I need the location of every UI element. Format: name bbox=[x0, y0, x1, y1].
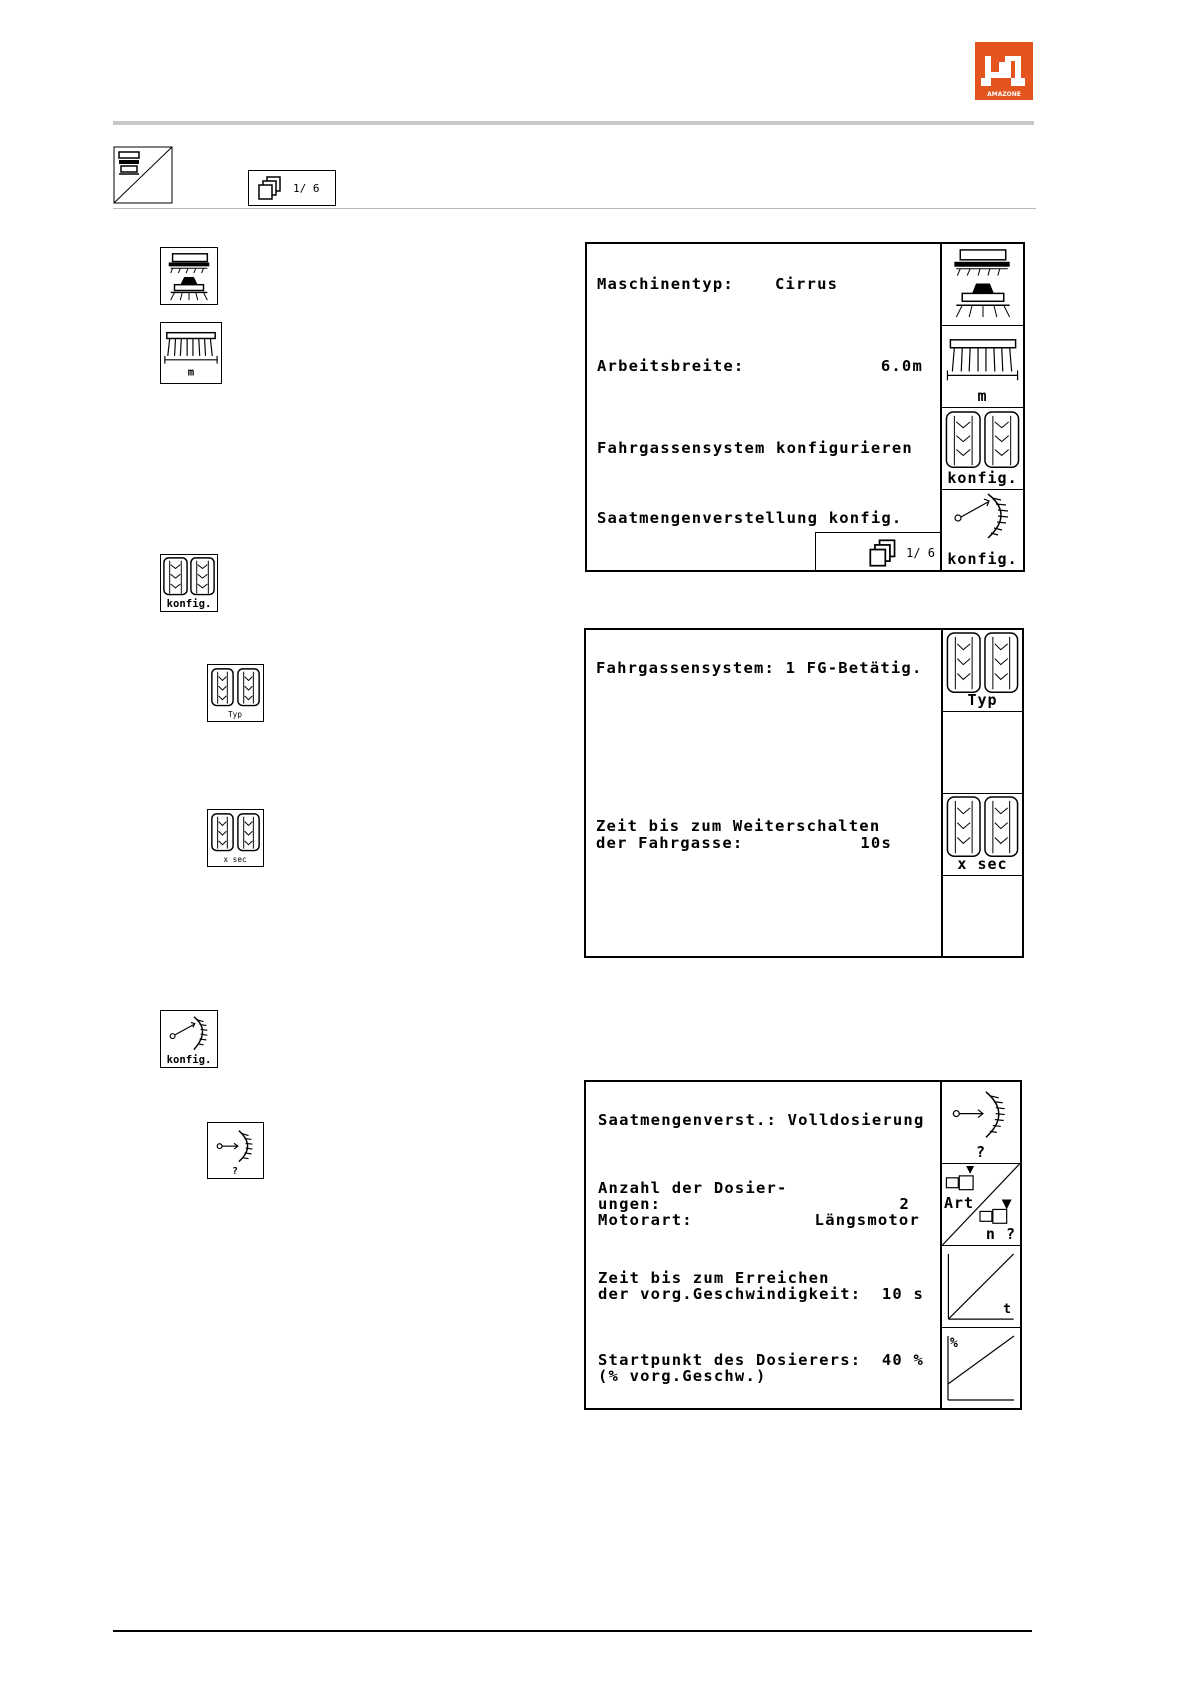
working-width-label: Arbeitsbreite: bbox=[597, 357, 745, 375]
working-width-value: 6.0m bbox=[880, 357, 923, 375]
softkey-working-width[interactable] bbox=[942, 326, 1023, 408]
softkey-question-label: ? bbox=[975, 1143, 987, 1161]
svg-text:?: ? bbox=[232, 1166, 238, 1178]
ramp-time-text: Zeit bis zum Erreichen bbox=[598, 1269, 830, 1287]
working-width-icon bbox=[160, 322, 222, 384]
softkey-tramline-config[interactable] bbox=[942, 408, 1023, 490]
softkey-tramline-label: konfig. bbox=[947, 469, 1018, 487]
softkey-n-label: n ? bbox=[985, 1225, 1016, 1243]
dosing-config-icon bbox=[160, 1010, 218, 1068]
svg-text:konfig.: konfig. bbox=[166, 1053, 212, 1067]
page-indicator-text: 1/ 6 bbox=[293, 181, 320, 195]
softkey-percent-label: % bbox=[950, 1336, 959, 1351]
page-indicator bbox=[248, 170, 336, 206]
tramline-system-text: Fahrgassensystem: 1 FG-Betätig. bbox=[596, 659, 923, 677]
header-rule bbox=[113, 121, 1034, 125]
machine-menu-corner-icon bbox=[113, 146, 173, 204]
start-point-value: 40 % bbox=[881, 1351, 924, 1369]
dosing-count-text: Anzahl der Dosier- bbox=[598, 1179, 788, 1197]
start-point-unit-text: (% vorg.Geschw.) bbox=[598, 1367, 767, 1385]
softkey-start-point[interactable] bbox=[942, 1328, 1020, 1408]
tramline-config-icon bbox=[160, 554, 218, 612]
footer-rule bbox=[113, 1630, 1032, 1632]
tramline-time-icon bbox=[207, 809, 264, 867]
softkey-motor-type[interactable] bbox=[942, 1164, 1020, 1246]
dosing-type-icon bbox=[207, 1122, 264, 1179]
softkey-tramline-time[interactable] bbox=[943, 794, 1022, 876]
logo-text: AMAZONE bbox=[987, 91, 1021, 98]
terminal-screen-tramline bbox=[584, 628, 1024, 958]
dosing-config-label: Saatmengenverstellung konfig. bbox=[597, 509, 903, 527]
terminal-screen-machine bbox=[585, 242, 1025, 572]
softkey-width-unit: m bbox=[977, 387, 988, 405]
machine-type-value: Cirrus bbox=[775, 275, 839, 293]
machine-type-label: Maschinentyp: bbox=[597, 275, 734, 293]
svg-text:x sec: x sec bbox=[223, 855, 247, 865]
subheader-rule bbox=[113, 208, 1036, 209]
dosing-count-value: 2 bbox=[899, 1195, 910, 1213]
tramline-type-icon bbox=[207, 664, 264, 722]
svg-text:Typ: Typ bbox=[228, 710, 242, 720]
tramline-config-label: Fahrgassensystem konfigurieren bbox=[597, 439, 913, 457]
softkey-tramline-type[interactable] bbox=[943, 630, 1022, 712]
pages-icon bbox=[868, 538, 898, 568]
softkey-time-label: x sec bbox=[957, 855, 1008, 873]
svg-text:m: m bbox=[187, 365, 195, 379]
softkey-ramp-time[interactable] bbox=[942, 1246, 1020, 1328]
softkey-dosing-label: konfig. bbox=[947, 550, 1018, 568]
svg-text:konfig.: konfig. bbox=[166, 597, 212, 611]
softkey-empty-1 bbox=[943, 712, 1022, 794]
terminal-screen-dosing bbox=[584, 1080, 1022, 1410]
softkey-t-label: t bbox=[1003, 1302, 1012, 1317]
switch-time-text: Zeit bis zum Weiterschalten bbox=[596, 817, 881, 835]
ramp-time-label: der vorg.Geschwindigkeit: bbox=[598, 1285, 862, 1303]
dosing-mode-text: Saatmengenverst.: Volldosierung bbox=[598, 1111, 925, 1129]
motor-type-value: Längsmotor bbox=[814, 1211, 920, 1229]
switch-time-label: der Fahrgasse: bbox=[596, 834, 744, 852]
softkey-dosing-type[interactable] bbox=[942, 1082, 1020, 1164]
softkey-empty-2 bbox=[943, 876, 1022, 956]
ramp-time-value: 10 s bbox=[881, 1285, 924, 1303]
softkey-art-label: Art bbox=[944, 1194, 975, 1212]
amazone-logo bbox=[975, 42, 1033, 100]
motor-type-label: Motorart: bbox=[598, 1211, 693, 1229]
machine-type-icon bbox=[160, 247, 218, 305]
softkey-machine-type[interactable] bbox=[942, 244, 1023, 326]
softkey-type-label: Typ bbox=[967, 691, 998, 709]
screen-page-text: 1/ 6 bbox=[906, 545, 935, 560]
screen-page-indicator bbox=[815, 532, 941, 572]
pages-icon bbox=[257, 175, 283, 201]
switch-time-value: 10s bbox=[860, 834, 892, 852]
softkey-dosing-config[interactable] bbox=[942, 490, 1023, 570]
dosing-count-label: ungen: bbox=[598, 1195, 662, 1213]
start-point-label: Startpunkt des Dosierers: bbox=[598, 1351, 862, 1369]
